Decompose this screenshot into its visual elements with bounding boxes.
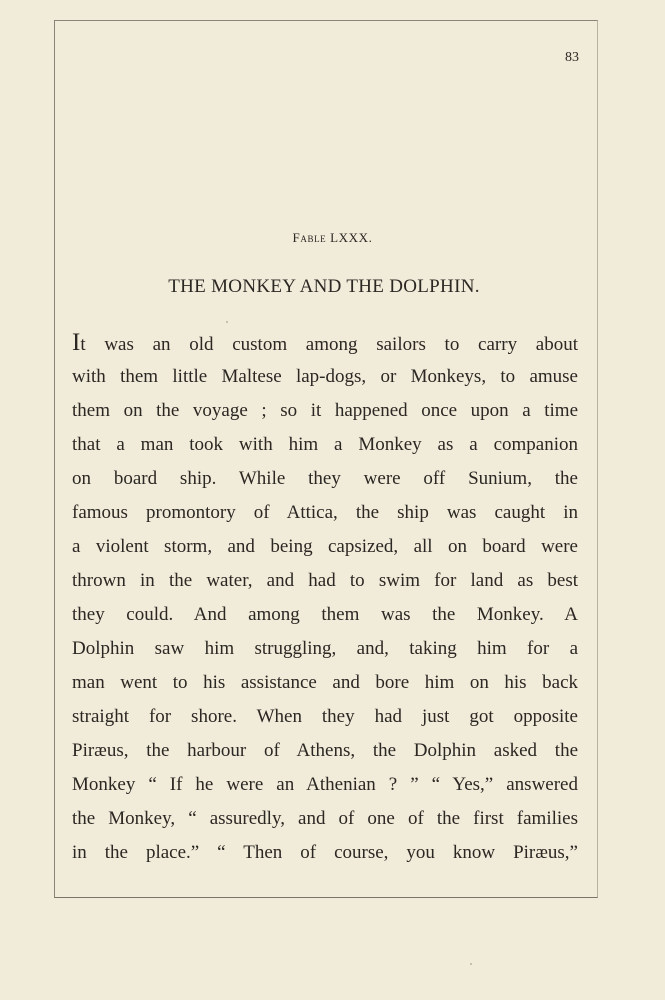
body-line: them on the voyage ; so it happened once upon a time	[72, 400, 578, 421]
body-line: man went to his assistance and bore him on his back	[72, 672, 578, 693]
body-line: the Monkey, “ assuredly, and of one of the first families	[72, 808, 578, 829]
body-line: Monkey “ If he were an Athenian ? ” “ Yes,” answered	[72, 774, 578, 795]
body-line: with them little Maltese lap-dogs, or Monkeys, to amuse	[72, 366, 578, 387]
fable-body	[72, 326, 578, 870]
paper-speck	[226, 321, 228, 323]
body-line: famous promontory of Attica, the ship was caught in	[72, 502, 578, 523]
body-line: that a man took with him a Monkey as a companion	[72, 434, 578, 455]
fable-title: THE MONKEY AND THE DOLPHIN.	[168, 276, 480, 297]
paper-speck	[470, 963, 472, 965]
body-line: a violent storm, and being capsized, all on board were	[72, 536, 578, 557]
body-line: straight for shore. When they had just got opposite	[72, 706, 578, 727]
page-number: 83	[565, 50, 579, 65]
body-line: Dolphin saw him struggling, and, taking him for a	[72, 638, 578, 659]
fable-label: Fable LXXX.	[292, 230, 373, 245]
body-line: they could. And among them was the Monkey. A	[72, 604, 578, 625]
body-line: Piræus, the harbour of Athens, the Dolphin asked the	[72, 740, 578, 761]
body-line: thrown in the water, and had to swim for land as best	[72, 570, 578, 591]
body-line: It was an old custom among sailors to carry about	[72, 329, 578, 356]
body-line: on board ship. While they were off Sunium, the	[72, 468, 578, 489]
body-line: in the place.” “ Then of course, you know Piræus,”	[72, 842, 578, 863]
